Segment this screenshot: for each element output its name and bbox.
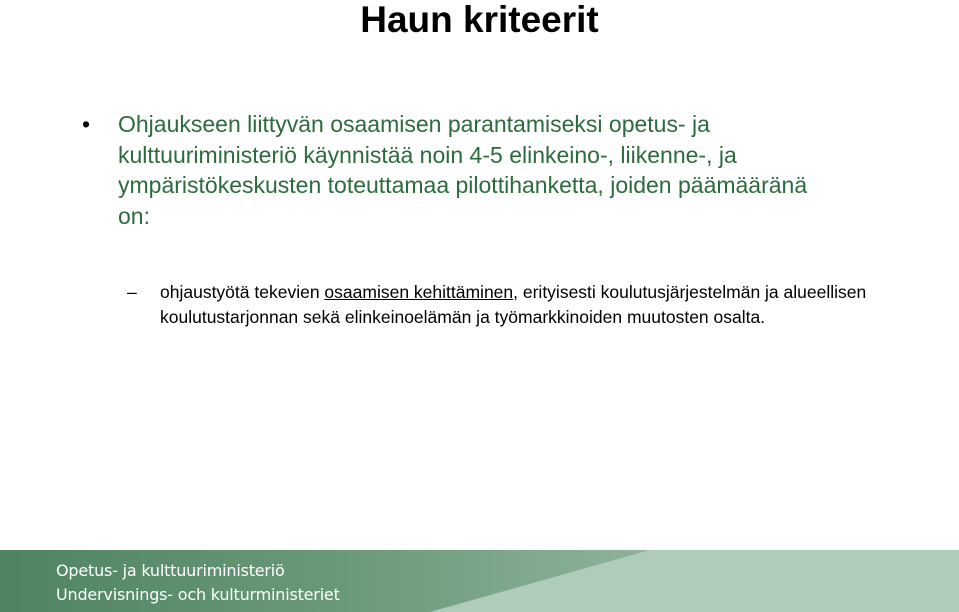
slide-title: Haun kriteerit (360, 0, 599, 40)
sub-bullet-text-end: , erityisesti koulutusjärjestelmän ja alueellisen koulutustarjonnan sekä elinkeinoelämän ja työmarkkinoiden muutosten osalta. (160, 282, 867, 327)
sub-bullet-text-start: ohjaustyötä tekevien (160, 282, 325, 302)
sub-bullet-text (160, 280, 900, 330)
sub-bullet-text-underlined: osaamisen kehittäminen (324, 282, 514, 302)
sub-bullet-marker: – (127, 282, 137, 302)
ministry-name-swedish: Undervisnings- och kulturministeriet (56, 585, 340, 604)
bullet-marker: • (82, 111, 91, 137)
bullet-text-main: Ohjaukseen liittyvän osaamisen parantamiseksi opetus- ja kulttuuriministeriö käynnistää noin 4-5 elinkeino-, liikenne-, ja ympäristökeskusten toteuttamaa pilottihanketta, joiden päämääränä on: (118, 111, 808, 229)
ministry-name-finnish: Opetus- ja kulttuuriministeriö (56, 561, 285, 580)
